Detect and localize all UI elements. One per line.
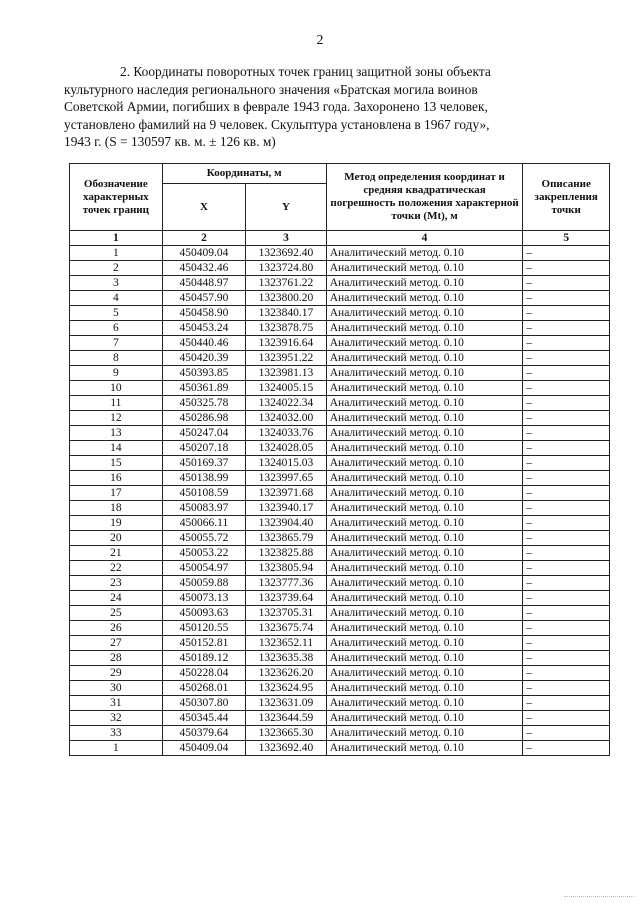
x-coordinate-cell: 450307.80 [162,696,246,711]
method-cell: Аналитический метод. 0.10 [326,321,523,336]
method-cell: Аналитический метод. 0.10 [326,666,523,681]
table-row [70,396,610,411]
y-coordinate-cell: 1323997.65 [246,471,326,486]
description-cell: – [523,261,610,276]
y-coordinate-cell: 1323635.38 [246,651,326,666]
description-cell: – [523,711,610,726]
x-coordinate-cell: 450152.81 [162,636,246,651]
description-cell: – [523,501,610,516]
table-row [70,411,610,426]
table-row [70,651,610,666]
description-cell: – [523,606,610,621]
method-cell: Аналитический метод. 0.10 [326,351,523,366]
method-cell: Аналитический метод. 0.10 [326,336,523,351]
y-coordinate-cell: 1323665.30 [246,726,326,741]
method-cell: Аналитический метод. 0.10 [326,471,523,486]
y-coordinate-cell: 1323971.68 [246,486,326,501]
point-cell: 14 [70,441,163,456]
description-cell: – [523,561,610,576]
table-row [70,501,610,516]
table-row [70,351,610,366]
table-row [70,636,610,651]
point-cell: 4 [70,291,163,306]
column-number: 5 [523,231,610,246]
description-cell: – [523,666,610,681]
table-row [70,336,610,351]
y-coordinate-cell: 1323626.20 [246,666,326,681]
method-cell: Аналитический метод. 0.10 [326,501,523,516]
point-cell: 21 [70,546,163,561]
description-cell: – [523,681,610,696]
y-coordinate-cell: 1323705.31 [246,606,326,621]
point-cell: 27 [70,636,163,651]
description-cell: – [523,471,610,486]
y-coordinate-cell: 1323800.20 [246,291,326,306]
point-cell: 30 [70,681,163,696]
scan-edge-mark [564,895,634,897]
y-coordinate-cell: 1323951.22 [246,351,326,366]
column-number: 1 [70,231,163,246]
method-cell: Аналитический метод. 0.10 [326,651,523,666]
table-row [70,261,610,276]
x-coordinate-cell: 450083.97 [162,501,246,516]
point-cell: 18 [70,501,163,516]
point-cell: 10 [70,381,163,396]
point-cell: 7 [70,336,163,351]
description-cell: – [523,276,610,291]
description-cell: – [523,576,610,591]
table-row [70,516,610,531]
description-cell: – [523,306,610,321]
y-coordinate-cell: 1323840.17 [246,306,326,321]
x-coordinate-cell: 450053.22 [162,546,246,561]
method-cell: Аналитический метод. 0.10 [326,546,523,561]
point-cell: 8 [70,351,163,366]
x-coordinate-cell: 450189.12 [162,651,246,666]
table-row [70,576,610,591]
x-coordinate-cell: 450409.04 [162,246,246,261]
table-row [70,291,610,306]
y-coordinate-cell: 1323652.11 [246,636,326,651]
table-row [70,726,610,741]
y-coordinate-cell: 1324033.76 [246,426,326,441]
x-coordinate-cell: 450093.63 [162,606,246,621]
y-coordinate-cell: 1323865.79 [246,531,326,546]
table-row [70,561,610,576]
table-row [70,741,610,756]
intro-line: установлено фамилий на 9 человек. Скульптура установлена в 1967 году», [64,116,490,132]
header-x: X [162,184,246,231]
table-row [70,456,610,471]
description-cell: – [523,621,610,636]
point-cell: 2 [70,261,163,276]
description-cell: – [523,411,610,426]
table-row [70,546,610,561]
x-coordinate-cell: 450379.64 [162,726,246,741]
x-coordinate-cell: 450054.97 [162,561,246,576]
description-cell: – [523,291,610,306]
coordinates-table [69,163,610,756]
x-coordinate-cell: 450055.72 [162,531,246,546]
description-cell: – [523,246,610,261]
table-row [70,681,610,696]
table-row [70,711,610,726]
method-cell: Аналитический метод. 0.10 [326,366,523,381]
method-cell: Аналитический метод. 0.10 [326,516,523,531]
point-cell: 17 [70,486,163,501]
description-cell: – [523,486,610,501]
point-cell: 5 [70,306,163,321]
point-cell: 12 [70,411,163,426]
header-description: Описание закрепления точки [523,164,610,231]
table-row [70,666,610,681]
x-coordinate-cell: 450228.04 [162,666,246,681]
header-y: Y [246,184,326,231]
point-cell: 1 [70,246,163,261]
method-cell: Аналитический метод. 0.10 [326,441,523,456]
point-cell: 13 [70,426,163,441]
point-cell: 26 [70,621,163,636]
y-coordinate-cell: 1323692.40 [246,246,326,261]
x-coordinate-cell: 450169.37 [162,456,246,471]
column-number: 3 [246,231,326,246]
table-row [70,321,610,336]
point-cell: 33 [70,726,163,741]
y-coordinate-cell: 1324028.05 [246,441,326,456]
point-cell: 15 [70,456,163,471]
method-cell: Аналитический метод. 0.10 [326,561,523,576]
y-coordinate-cell: 1323825.88 [246,546,326,561]
intro-paragraph [64,63,576,151]
y-coordinate-cell: 1323631.09 [246,696,326,711]
description-cell: – [523,651,610,666]
description-cell: – [523,516,610,531]
y-coordinate-cell: 1323878.75 [246,321,326,336]
method-cell: Аналитический метод. 0.10 [326,741,523,756]
method-cell: Аналитический метод. 0.10 [326,261,523,276]
table-row [70,441,610,456]
header-coords: Координаты, м [162,164,326,184]
table-row [70,426,610,441]
y-coordinate-cell: 1323624.95 [246,681,326,696]
method-cell: Аналитический метод. 0.10 [326,606,523,621]
table-body [70,246,610,756]
table-row [70,591,610,606]
description-cell: – [523,336,610,351]
method-cell: Аналитический метод. 0.10 [326,426,523,441]
table-row [70,366,610,381]
method-cell: Аналитический метод. 0.10 [326,246,523,261]
table-row [70,381,610,396]
point-cell: 1 [70,741,163,756]
method-cell: Аналитический метод. 0.10 [326,591,523,606]
method-cell: Аналитический метод. 0.10 [326,276,523,291]
method-cell: Аналитический метод. 0.10 [326,456,523,471]
point-cell: 19 [70,516,163,531]
description-cell: – [523,456,610,471]
point-cell: 16 [70,471,163,486]
y-coordinate-cell: 1323916.64 [246,336,326,351]
y-coordinate-cell: 1323692.40 [246,741,326,756]
table-row [70,531,610,546]
intro-line: культурного наследия регионального значения «Братская могила воинов [64,81,478,97]
table-row [70,471,610,486]
y-coordinate-cell: 1324015.03 [246,456,326,471]
x-coordinate-cell: 450393.85 [162,366,246,381]
description-cell: – [523,441,610,456]
x-coordinate-cell: 450073.13 [162,591,246,606]
point-cell: 24 [70,591,163,606]
table-row [70,696,610,711]
point-cell: 31 [70,696,163,711]
method-cell: Аналитический метод. 0.10 [326,636,523,651]
y-coordinate-cell: 1323940.17 [246,501,326,516]
intro-line: Советской Армии, погибших в феврале 1943 года. Захоронено 13 человек, [64,99,488,114]
point-cell: 32 [70,711,163,726]
table-row [70,486,610,501]
description-cell: – [523,696,610,711]
point-cell: 23 [70,576,163,591]
description-cell: – [523,366,610,381]
table-row [70,606,610,621]
x-coordinate-cell: 450120.55 [162,621,246,636]
x-coordinate-cell: 450247.04 [162,426,246,441]
method-cell: Аналитический метод. 0.10 [326,531,523,546]
description-cell: – [523,381,610,396]
point-cell: 22 [70,561,163,576]
y-coordinate-cell: 1324022.34 [246,396,326,411]
method-cell: Аналитический метод. 0.10 [326,621,523,636]
point-cell: 9 [70,366,163,381]
x-coordinate-cell: 450268.01 [162,681,246,696]
method-cell: Аналитический метод. 0.10 [326,711,523,726]
point-cell: 28 [70,651,163,666]
method-cell: Аналитический метод. 0.10 [326,411,523,426]
header-point: Обозначение характерных точек границ [70,164,163,231]
x-coordinate-cell: 450066.11 [162,516,246,531]
description-cell: – [523,396,610,411]
y-coordinate-cell: 1323805.94 [246,561,326,576]
point-cell: 20 [70,531,163,546]
description-cell: – [523,531,610,546]
y-coordinate-cell: 1323724.80 [246,261,326,276]
y-coordinate-cell: 1323904.40 [246,516,326,531]
point-cell: 11 [70,396,163,411]
method-cell: Аналитический метод. 0.10 [326,306,523,321]
method-cell: Аналитический метод. 0.10 [326,396,523,411]
x-coordinate-cell: 450325.78 [162,396,246,411]
x-coordinate-cell: 450409.04 [162,741,246,756]
x-coordinate-cell: 450345.44 [162,711,246,726]
table-row [70,306,610,321]
y-coordinate-cell: 1324005.15 [246,381,326,396]
intro-line: 2. Координаты поворотных точек границ защитной зоны объекта [120,64,491,79]
description-cell: – [523,636,610,651]
x-coordinate-cell: 450458.90 [162,306,246,321]
description-cell: – [523,351,610,366]
point-cell: 6 [70,321,163,336]
table-row [70,246,610,261]
point-cell: 29 [70,666,163,681]
x-coordinate-cell: 450457.90 [162,291,246,306]
header-method: Метод определения координат и средняя квадратическая погрешность положения характерной точки (Mt), м [326,164,523,231]
method-cell: Аналитический метод. 0.10 [326,381,523,396]
y-coordinate-cell: 1323761.22 [246,276,326,291]
x-coordinate-cell: 450138.99 [162,471,246,486]
method-cell: Аналитический метод. 0.10 [326,726,523,741]
method-cell: Аналитический метод. 0.10 [326,681,523,696]
x-coordinate-cell: 450286.98 [162,411,246,426]
point-cell: 3 [70,276,163,291]
table-row [70,276,610,291]
x-coordinate-cell: 450448.97 [162,276,246,291]
table-row [70,621,610,636]
point-cell: 25 [70,606,163,621]
method-cell: Аналитический метод. 0.10 [326,696,523,711]
y-coordinate-cell: 1323739.64 [246,591,326,606]
description-cell: – [523,741,610,756]
column-number-row [70,231,610,246]
y-coordinate-cell: 1323675.74 [246,621,326,636]
x-coordinate-cell: 450361.89 [162,381,246,396]
column-number: 2 [162,231,246,246]
y-coordinate-cell: 1324032.00 [246,411,326,426]
description-cell: – [523,591,610,606]
description-cell: – [523,426,610,441]
method-cell: Аналитический метод. 0.10 [326,486,523,501]
x-coordinate-cell: 450420.39 [162,351,246,366]
y-coordinate-cell: 1323644.59 [246,711,326,726]
description-cell: – [523,321,610,336]
y-coordinate-cell: 1323981.13 [246,366,326,381]
method-cell: Аналитический метод. 0.10 [326,291,523,306]
x-coordinate-cell: 450059.88 [162,576,246,591]
intro-line: 1943 г. (S = 130597 кв. м. ± 126 кв. м) [64,134,276,149]
x-coordinate-cell: 450207.18 [162,441,246,456]
page-number: 2 [316,33,324,48]
x-coordinate-cell: 450432.46 [162,261,246,276]
column-number: 4 [326,231,523,246]
description-cell: – [523,726,610,741]
y-coordinate-cell: 1323777.36 [246,576,326,591]
x-coordinate-cell: 450453.24 [162,321,246,336]
description-cell: – [523,546,610,561]
x-coordinate-cell: 450440.46 [162,336,246,351]
x-coordinate-cell: 450108.59 [162,486,246,501]
method-cell: Аналитический метод. 0.10 [326,576,523,591]
